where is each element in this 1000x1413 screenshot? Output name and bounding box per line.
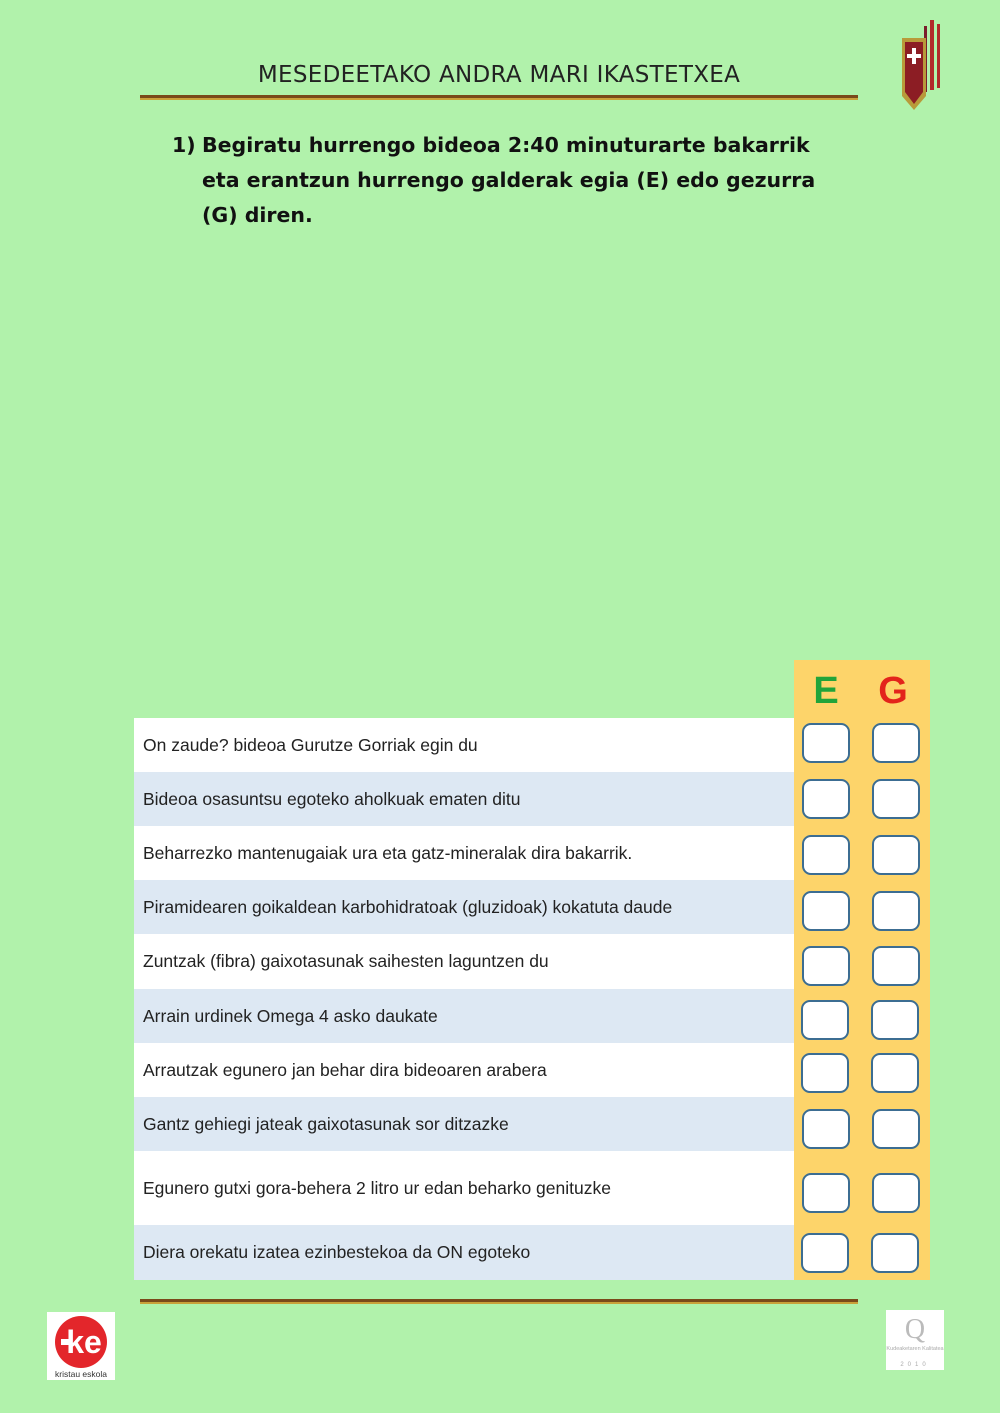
statements-table — [134, 718, 794, 1280]
true-checkbox-1[interactable] — [802, 723, 850, 763]
statement-text: Gantz gehiegi jateak gaixotasunak sor ditzazke — [143, 1113, 509, 1134]
table-row — [134, 718, 794, 772]
statement-text: Piramidearen goikaldean karbohidratoak (gluzidoak) kokatuta daude — [143, 896, 673, 917]
statement-text: Egunero gutxi gora-behera 2 litro ur edan beharko genituzke — [143, 1177, 611, 1198]
table-row — [134, 934, 794, 989]
true-checkbox-5[interactable] — [802, 946, 850, 986]
instruction-text: Begiratu hurrengo bideoa 2:40 minuturarte bakarrik eta erantzun hurrengo galderak egia (E) edo gezurra (G) diren. — [202, 133, 816, 227]
true-column-header: E — [813, 670, 839, 712]
true-checkbox-2[interactable] — [802, 779, 850, 819]
svg-text:Q: Q — [904, 1314, 926, 1345]
false-checkbox-1[interactable] — [872, 723, 920, 763]
false-checkbox-5[interactable] — [872, 946, 920, 986]
quality-logo — [886, 1310, 944, 1370]
table-row — [134, 1151, 794, 1225]
school-name: MESEDEETAKO ANDRA MARI IKASTETXEA — [257, 62, 741, 88]
statement-text: Zuntzak (fibra) gaixotasunak saihesten laguntzen du — [143, 951, 549, 971]
table-row — [134, 772, 794, 826]
footer-rule — [140, 1299, 858, 1304]
quality-logo-icon — [886, 1310, 944, 1370]
header-rule — [140, 95, 858, 100]
table-row — [134, 826, 794, 880]
false-checkbox-4[interactable] — [872, 891, 920, 931]
instruction-number: 1) — [172, 133, 196, 157]
true-checkbox-6[interactable] — [801, 1000, 849, 1040]
table-row — [134, 1043, 794, 1097]
svg-text:Kudeaketaren Kalitatea: Kudeaketaren Kalitatea — [886, 1346, 944, 1352]
statement-text: Arrain urdinek Omega 4 asko daukate — [143, 1005, 438, 1026]
false-checkbox-7[interactable] — [871, 1053, 919, 1093]
table-row — [134, 1225, 794, 1280]
true-checkbox-4[interactable] — [802, 891, 850, 931]
true-checkbox-7[interactable] — [801, 1053, 849, 1093]
false-checkbox-3[interactable] — [872, 835, 920, 875]
svg-text:ke: ke — [66, 1324, 102, 1360]
true-checkbox-10[interactable] — [801, 1233, 849, 1273]
table-row — [134, 989, 794, 1043]
true-checkbox-9[interactable] — [802, 1173, 850, 1213]
statement-text: On zaude? bideoa Gurutze Gorriak egin du — [143, 734, 478, 755]
false-checkbox-6[interactable] — [871, 1000, 919, 1040]
table-row — [134, 880, 794, 934]
false-checkbox-10[interactable] — [871, 1233, 919, 1273]
svg-text:kristau eskola: kristau eskola — [55, 1369, 107, 1379]
table-row — [134, 1097, 794, 1151]
false-checkbox-8[interactable] — [872, 1109, 920, 1149]
school-crest-logo — [896, 18, 946, 114]
false-checkbox-2[interactable] — [872, 779, 920, 819]
true-checkbox-8[interactable] — [802, 1109, 850, 1149]
instruction — [172, 128, 852, 233]
statement-text: Beharrezko mantenugaiak ura eta gatz-mineralak dira bakarrik. — [143, 842, 633, 863]
kristau-eskola-logo-icon — [47, 1312, 115, 1380]
statement-text: Diera orekatu izatea ezinbestekoa da ON egoteko — [143, 1242, 531, 1262]
true-checkbox-3[interactable] — [802, 835, 850, 875]
svg-text:2010: 2010 — [900, 1362, 930, 1368]
statement-text: Bideoa osasuntsu egoteko aholkuak ematen ditu — [143, 788, 521, 809]
false-checkbox-9[interactable] — [872, 1173, 920, 1213]
kristau-eskola-logo — [47, 1312, 115, 1380]
statement-text: Arrautzak egunero jan behar dira bideoaren arabera — [143, 1059, 547, 1080]
false-column-header: G — [878, 670, 908, 712]
